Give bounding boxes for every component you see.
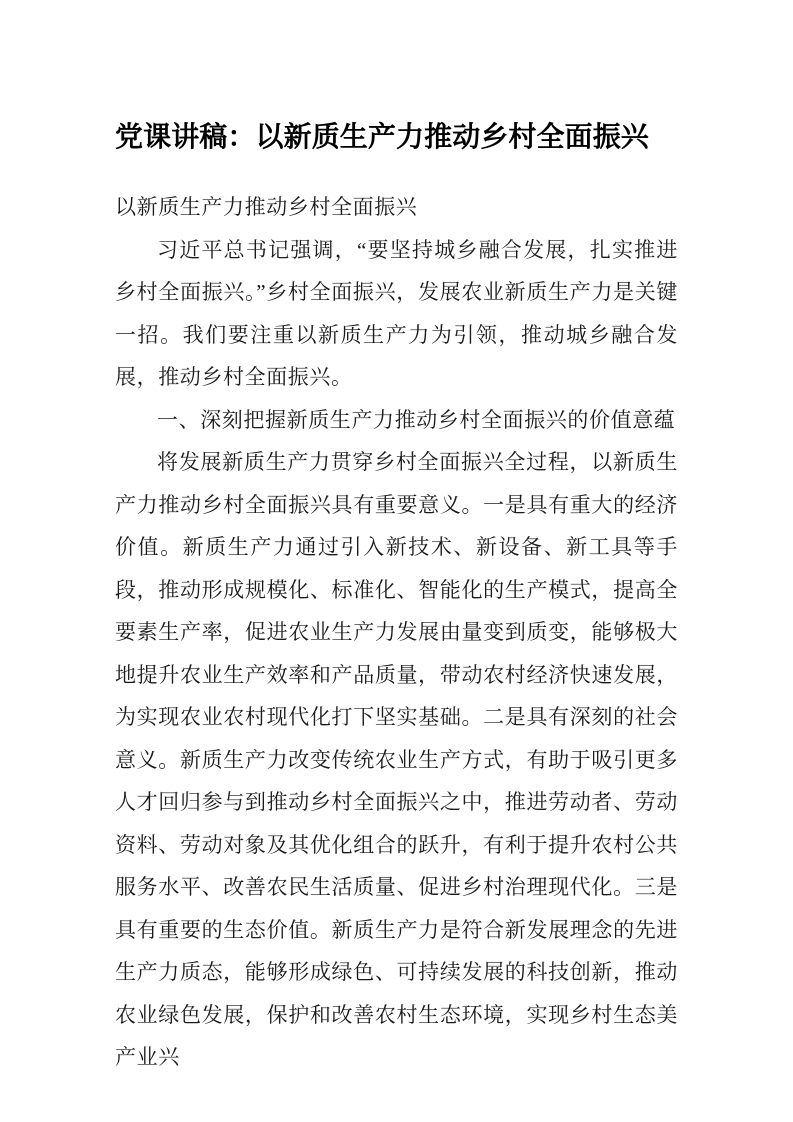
body-paragraph: 将发展新质生产力贯穿乡村全面振兴全过程，以新质生产力推动乡村全面振兴具有重要意义。一是具有重大的经济价值。新质生产力通过引入新技术、新设备、新工具等手段，推动形成规模化、标准化、智能化的生产模式，提高全要素生产率，促进农业生产力发展由量变到质变，能够极大地提升农业生产效率和产品质量，带动农村经济快速发展，为实现农业农村现代化打下坚实基础。二是具有深刻的社会意义。新质生产力改变传统农业生产方式，有助于吸引更多人才回归参与到推动乡村全面振兴之中，推进劳动者、劳动资料、劳动对象及其优化组合的跃升，有利于提升农村公共服务水平、改善农民生活质量、促进乡村治理现代化。三是具有重要的生态价值。新质生产力是符合新发展理念的先进生产力质态，能够形成绿色、可持续发展的科技创新，推动农业绿色发展，保护和改善农村生态环境，实现乡村生态美产业兴 xyxy=(115,450,678,1069)
document-content xyxy=(115,118,678,1079)
document-title: 党课讲稿：以新质生产力推动乡村全面振兴 xyxy=(115,122,649,153)
intro-paragraph: 习近平总书记强调，“要坚持城乡融合发展，扎实推进乡村全面振兴。”乡村全面振兴，发展农业新质生产力是关键一招。我们要注重以新质生产力为引领，推动城乡融合发展，推动乡村全面振兴。 xyxy=(115,237,678,389)
subtitle-paragraph: 以新质生产力推动乡村全面振兴 xyxy=(115,195,418,219)
section-heading: 一、深刻把握新质生产力推动乡村全面振兴的价值意蕴 xyxy=(157,407,676,432)
